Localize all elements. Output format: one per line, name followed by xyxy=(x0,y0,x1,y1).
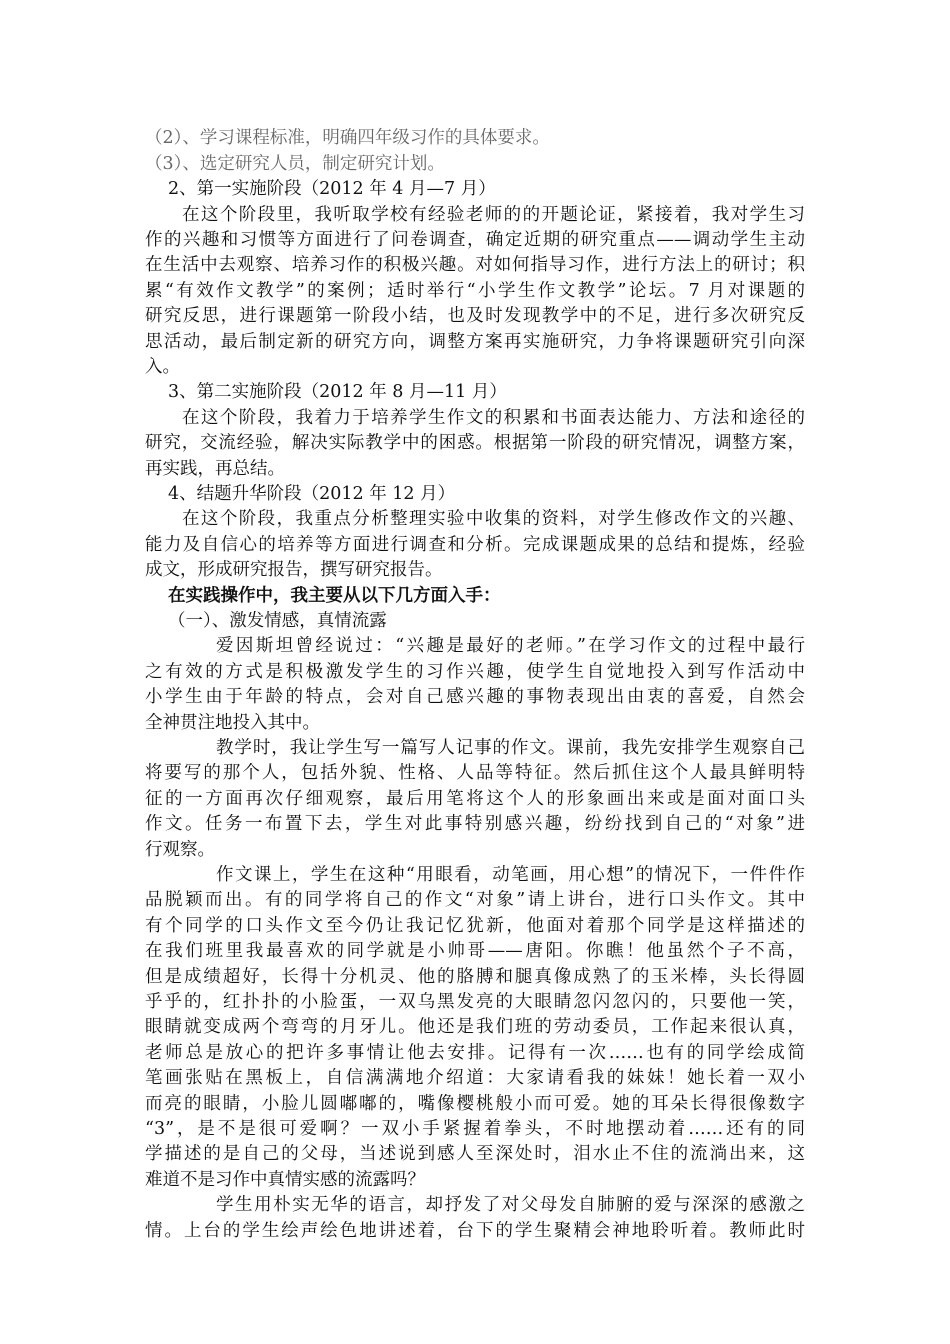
text-line: 教学时，我让学生写一篇写人记事的作文。课前，我先安排学生观察自己 xyxy=(216,738,805,758)
text-line: 作文。任务一布置下去，学生对此事特别感兴趣，纷纷找到自己的“对象”进 xyxy=(145,814,805,834)
text-line: 再实践，再总结。 xyxy=(145,459,285,479)
text-line: 小学生由于年龄的特点，会对自己感兴趣的事物表现出由衷的喜爱，自然会 xyxy=(145,687,805,707)
text-line: 眼睛就变成两个弯弯的月牙儿。他还是我们班的劳动委员，工作起来很认真， xyxy=(145,1017,805,1037)
text-line: “3”，是不是很可爱啊？一双小手紧握着拳头，不时地摆动着……还有的同 xyxy=(145,1119,805,1139)
text-line: 但是成绩超好，长得十分机灵、他的胳膊和腿真像成熟了的玉米棒，头长得圆 xyxy=(145,967,805,987)
text-line: 累“有效作文教学”的案例；适时举行“小学生作文教学”论坛。7 月对课题的 xyxy=(145,281,805,301)
text-line: 征的一方面再次仔细观察，最后用笔将这个人的形象画出来或是面对面口头 xyxy=(145,789,805,809)
text-line: 在我们班里我最喜欢的同学就是小帅哥——唐阳。你瞧！他虽然个子不高， xyxy=(145,941,805,961)
text-line: 在这个阶段，我着力于培养学生作文的积累和书面表达能力、方法和途径的 xyxy=(182,408,805,428)
text-line: 研究反思，进行课题第一阶段小结，也及时发现教学中的不足，进行多次研究反 xyxy=(145,306,805,326)
text-line: 情。上台的学生绘声绘色地讲述着，台下的学生聚精会神地聆听着。教师此时 xyxy=(145,1221,805,1241)
text-line: （3）、选定研究人员，制定研究计划。 xyxy=(145,154,445,174)
subheading: （一）、激发情感，真情流露 xyxy=(168,611,387,631)
text-line: 乎乎的，红扑扑的小脸蛋，一双乌黑发亮的大眼睛忽闪忽闪的，只要他一笑， xyxy=(145,992,805,1012)
text-line: 全神贯注地投入其中。 xyxy=(145,713,320,733)
text-line: 难道不是习作中真情实感的流露吗？ xyxy=(145,1170,425,1190)
section-heading: 2、第一实施阶段（2012 年 4 月—7 月） xyxy=(168,179,496,199)
text-line: 在这个阶段，我重点分析整理实验中收集的资料，对学生修改作文的兴趣、 xyxy=(182,509,805,529)
text-line: 行观察。 xyxy=(145,840,215,860)
text-line: 作文课上，学生在这种“用眼看，动笔画，用心想”的情况下，一件件作 xyxy=(216,865,805,885)
text-line: 品脱颖而出。有的同学将自己的作文“对象”请上讲台，进行口头作文。其中 xyxy=(145,890,805,910)
text-line: （2）、学习课程标准，明确四年级习作的具体要求。 xyxy=(145,128,550,148)
text-line: 在这个阶段里，我听取学校有经验老师的的开题论证，紧接着，我对学生习 xyxy=(182,205,805,225)
text-line: 在生活中去观察、培养习作的积极兴趣。对如何指导习作，进行方法上的研讨；积 xyxy=(145,255,805,275)
text-line: 而亮的眼睛，小脸儿圆嘟嘟的，嘴像樱桃般小而可爱。她的耳朵长得很像数字 xyxy=(145,1094,805,1114)
text-line: 之有效的方式是积极激发学生的习作兴趣，使学生自觉地投入到写作活动中 xyxy=(145,662,805,682)
section-heading: 3、第二实施阶段（2012 年 8 月—11 月） xyxy=(168,382,507,402)
text-line: 成文，形成研究报告，撰写研究报告。 xyxy=(145,560,443,580)
text-line: 学生用朴实无华的语言，却抒发了对父母发自肺腑的爱与深深的感激之 xyxy=(216,1195,805,1215)
text-line: 将要写的那个人，包括外貌、性格、人品等特征。然后抓住这个人最具鲜明特 xyxy=(145,763,805,783)
text-line: 能力及自信心的培养等方面进行调查和分析。完成课题成果的总结和提炼，经验 xyxy=(145,535,805,555)
text-line: 思活动，最后制定新的研究方向，调整方案再实施研究，力争将课题研究引向深 xyxy=(145,332,805,352)
section-heading: 4、结题升华阶段（2012 年 12 月） xyxy=(168,484,456,504)
text-line: 学描述的是自己的父母，当述说到感人至深处时，泪水止不住的流淌出来，这 xyxy=(145,1144,805,1164)
text-line: 老师总是放心的把许多事情让他去安排。记得有一次……也有的同学绘成简 xyxy=(145,1043,805,1063)
text-line: 笔画张贴在黑板上，自信满满地介绍道：大家请看我的妹妹！她长着一双小 xyxy=(145,1068,805,1088)
bold-heading: 在实践操作中，我主要从以下几方面入手： xyxy=(168,586,501,606)
text-line: 入。 xyxy=(145,357,180,377)
text-line: 作的兴趣和习惯等方面进行了问卷调查，确定近期的研究重点——调动学生主动 xyxy=(145,230,805,250)
text-line: 研究，交流经验，解决实际教学中的困惑。根据第一阶段的研究情况，调整方案， xyxy=(145,433,805,453)
text-line: 爱因斯坦曾经说过：“兴趣是最好的老师。”在学习作文的过程中最行 xyxy=(216,636,805,656)
text-line: 有个同学的口头作文至今仍让我记忆犹新，他面对着那个同学是这样描述的 xyxy=(145,916,805,936)
